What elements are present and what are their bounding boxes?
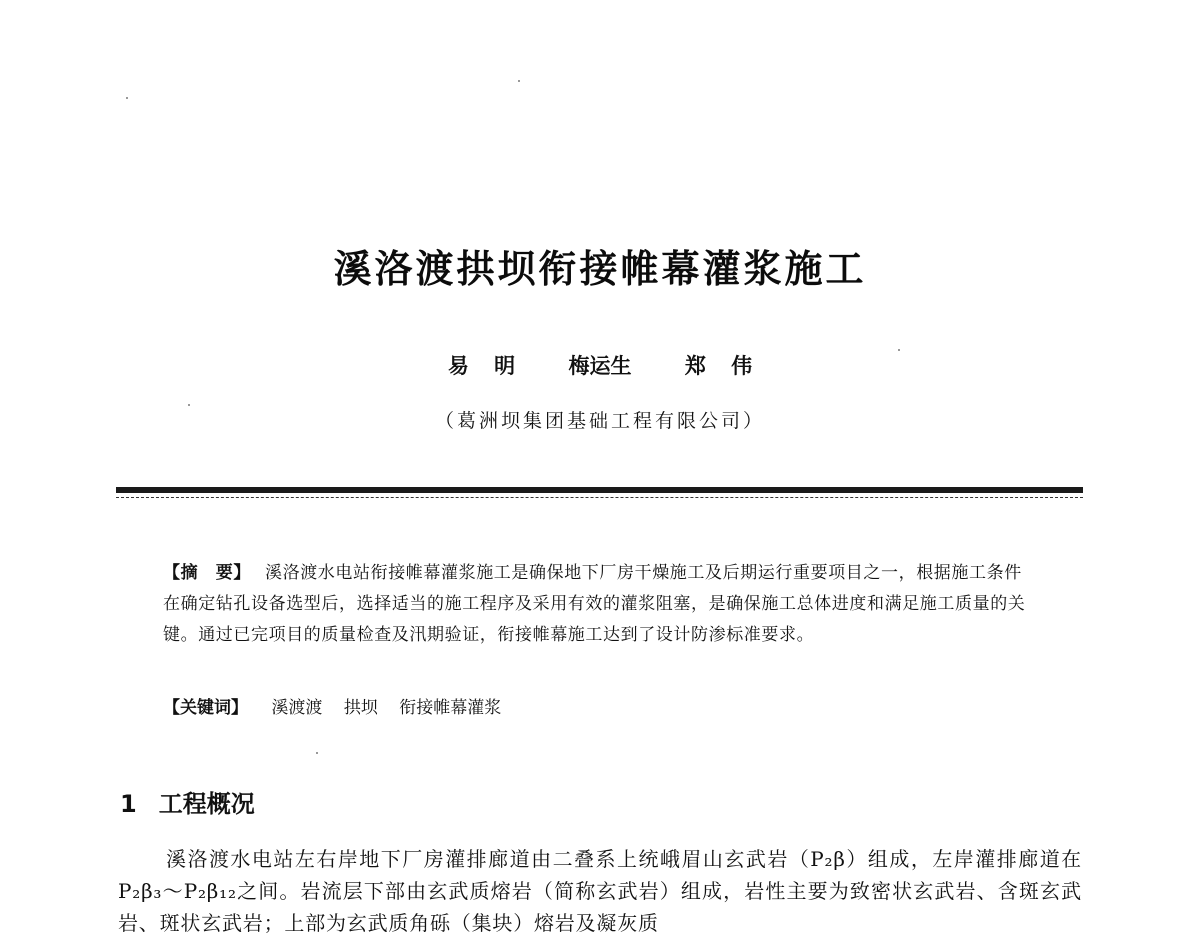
header-rule-thin <box>116 497 1083 498</box>
scan-speck <box>518 80 520 82</box>
author-list <box>0 350 1200 380</box>
author-name: 郑 伟 <box>684 353 753 378</box>
abstract <box>163 558 1035 651</box>
header-rule <box>116 487 1083 493</box>
section-title: 工程概况 <box>158 790 255 818</box>
section-heading <box>120 784 255 819</box>
affiliation: （葛洲坝集团基础工程有限公司） <box>434 410 765 432</box>
keyword: 溪渡渡 <box>271 698 323 718</box>
keywords-tag: 【关键词】 <box>163 698 248 718</box>
keyword: 衔接帷幕灌浆 <box>399 698 502 718</box>
scan-speck <box>188 404 190 406</box>
author-name: 易 明 <box>447 353 516 378</box>
abstract-text: 溪洛渡水电站衔接帷幕灌浆施工是确保地下厂房干燥施工及后期运行重要项目之一，根据施工条件在确定钻孔设备选型后，选择适当的施工程序及采用有效的灌浆阻塞，是确保施工总体进度和满足施工质量的关键。通过已完项目的质量检查及汛期验证，衔接帷幕施工达到了设计防渗标准要求。 <box>163 563 1026 645</box>
keywords <box>163 693 1035 724</box>
section-number: 1 <box>120 790 137 818</box>
author-name: 梅运生 <box>568 353 632 378</box>
paper-title: 溪洛渡拱坝衔接帷幕灌浆施工 <box>333 247 867 291</box>
body-paragraph: 溪洛渡水电站左右岸地下厂房灌排廊道由二叠系上统峨眉山玄武岩（P₂β）组成，左岸灌排廊道在P₂β₃～P₂β₁₂之间。岩流层下部由玄武质熔岩（简称玄武岩）组成，岩性主要为致密状玄武岩、含斑玄武岩、斑状玄武岩；上部为玄武质角砾（集块）熔岩及凝灰质 <box>118 847 1082 935</box>
scan-speck <box>898 349 900 351</box>
scan-speck <box>316 752 318 754</box>
abstract-tag: 【摘 要】 <box>163 563 251 583</box>
keyword: 拱坝 <box>343 698 378 718</box>
scan-speck <box>126 97 128 99</box>
